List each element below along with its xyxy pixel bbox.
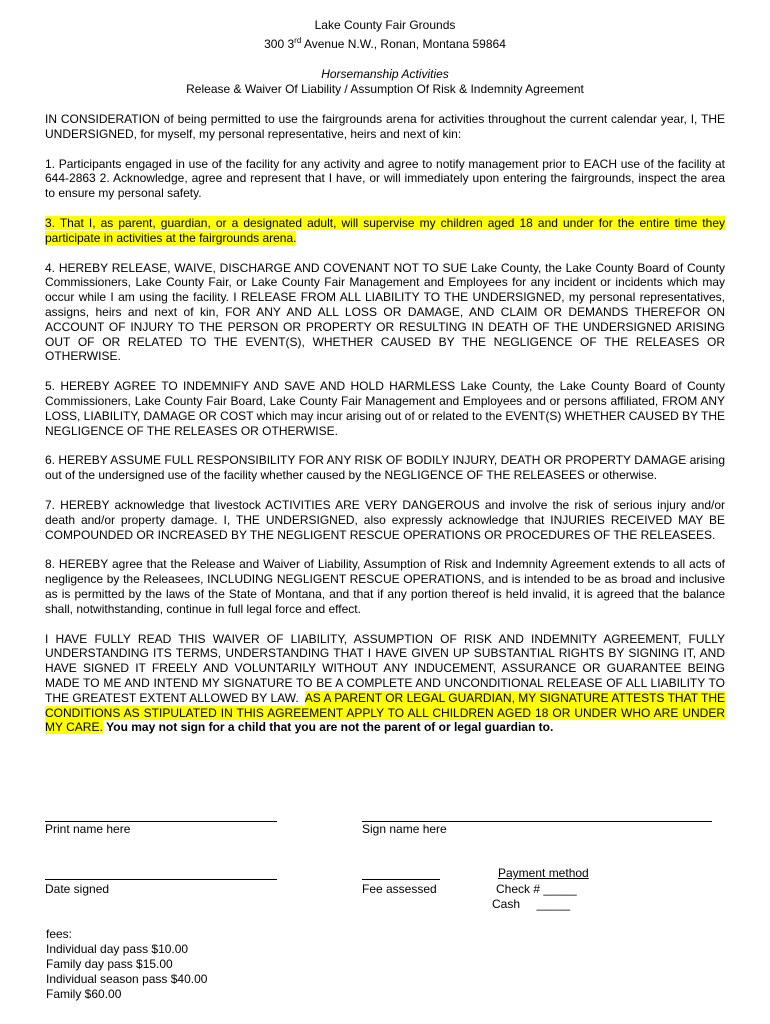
guardian-attestation-highlight: AS A PARENT OR LEGAL GUARDIAN, MY SIGNATURE ATTESTS THAT THE CONDITIONS AS STIPULATED IN THIS AGREEMENT APPLY TO ALL CHILDREN AGED 18 OR UNDER WHO ARE UNDER MY CARE. <box>45 690 725 735</box>
clause-3-highlight: 3. That I, as parent, guardian, or a designated adult, will supervise my children aged 18 and under for the entire time they participate in activities at the fairgrounds arena. <box>45 215 725 245</box>
guardian-warning: You may not sign for a child that you are not the parent of or legal guardian to. <box>106 720 554 735</box>
clause-6: 6. HEREBY ASSUME FULL RESPONSIBILITY FOR ANY RISK OF BODILY INJURY, DEATH OR PROPERTY DAMAGE arising out of the undersigned use of the facility whether caused by the NEGLIGENCE OF THE RELEASEES or otherwise. <box>45 453 725 483</box>
date-signed-line[interactable] <box>45 879 277 880</box>
fee-item: Family day pass $15.00 <box>46 957 173 971</box>
clause-1-2: 1. Participants engaged in use of the facility for any activity and agree to notify management prior to EACH use of the facility at 644-2863 2. Acknowledge, agree and represent that I have, or will immediately upon entering the fairgrounds, inspect the area to ensure my personal safety. <box>45 156 725 201</box>
document-subtitle: Horsemanship Activities <box>321 67 449 81</box>
print-name-label: Print name here <box>45 822 131 836</box>
fee-assessed-label: Fee assessed <box>362 882 437 896</box>
fees-label: fees: <box>46 927 73 941</box>
clause-4: 4. HEREBY RELEASE, WAIVE, DISCHARGE AND COVENANT NOT TO SUE Lake County, the Lake County Board of County Commissioners, Lake County Fair, or Lake County Fair Management and Employees for any incident or incidents which may occur while I am using the facility. I RELEASE FROM ALL LIABILITY TO THE UNDERSIGNED, my personal representatives, assigns, heirs and next of kin, FOR ANY AND ALL LOSS OR DAMAGE, AND CLAIM OR DEMANDS THEREFOR ON ACCOUNT OF INJURY TO THE PERSON OR PROPERTY OR RESULTING IN DEATH OF THE UNDERSIGNED ARISING OUT OF OR RELATED TO THE EVENT(S), WHETHER CAUSED BY THE NEGLIGENCE OF THE RELEASES OR OTHERWISE. <box>45 260 725 364</box>
address-ordinal: rd <box>294 36 302 45</box>
intro-paragraph: IN CONSIDERATION of being permitted to use the fairgrounds arena for activities throughout the current calendar year, I, THE UNDERSIGNED, for myself, my personal representative, heirs and next of kin: <box>45 112 725 141</box>
address-street-number: 300 3 <box>264 37 295 51</box>
fee-assessed-line[interactable] <box>362 879 440 880</box>
cash-field[interactable]: Cash _____ <box>492 897 571 911</box>
fee-item: Individual season pass $40.00 <box>46 972 208 986</box>
fees-list <box>46 927 207 1002</box>
waiver-document <box>45 18 725 735</box>
acknowledgement-paragraph <box>45 632 725 736</box>
clause-5: 5. HEREBY AGREE TO INDEMNIFY AND SAVE AND HOLD HARMLESS Lake County, the Lake County Board of County Commissioners, Lake County Fair Board, Lake County Fair Management and Employees and or persons affiliated, FROM ANY LOSS, LIABILITY, DAMAGE OR COST which may incur arising out of or related to the EVENT(S) WHETHER CAUSED BY THE NEGLIGENCE OF THE RELEASES OR OTHERWISE. <box>45 379 725 438</box>
acknowledgement-text: I HAVE FULLY READ THIS WAIVER OF LIABILITY, ASSUMPTION OF RISK AND INDEMNITY AGREEMENT, FULLY UNDERSTANDING ITS TERMS, UNDERSTANDING THAT I HAVE GIVEN UP SUBSTANTIAL RIGHTS BY SIGNING IT, AND HAVE SIGNED IT FREELY AND VOLUNTARILY WITHOUT ANY INDUCEMENT, ASSURANCE OR GUARANTEE BEING MADE TO ME AND INTEND MY SIGNATURE TO BE A COMPLETE AND UNCONDITIONAL RELEASE OF ALL LIABILITY TO THE GREATEST EXTENT ALLOWED BY LAW. <box>45 631 725 705</box>
org-name: Lake County Fair Grounds <box>314 18 456 32</box>
check-number-field[interactable]: Check # _____ <box>496 882 577 896</box>
address-rest: Avenue N.W., Ronan, Montana 59864 <box>301 37 506 51</box>
address <box>45 33 725 52</box>
fee-item: Individual day pass $10.00 <box>46 942 189 956</box>
clause-7: 7. HEREBY acknowledge that livestock ACTIVITIES ARE VERY DANGEROUS and involve the risk of serious injury and/or death and/or property damage. I, THE UNDERSIGNED, also expressly acknowledge that INJURIES RECEIVED MAY BE COMPOUNDED OR INCREASED BY THE NEGLIGENT RESCUE OPERATIONS OR PROCEDURES OF THE RELEASEES. <box>45 497 725 542</box>
date-signed-label: Date signed <box>45 882 110 896</box>
clause-3 <box>45 216 725 246</box>
payment-method-label: Payment method <box>498 866 589 880</box>
sign-name-label: Sign name here <box>362 822 447 836</box>
fee-item: Family $60.00 <box>46 987 122 1001</box>
clause-8: 8. HEREBY agree that the Release and Waiver of Liability, Assumption of Risk and Indemnity Agreement extends to all acts of negligence by the Releasees, INCLUDING NEGLIGENT RESCUE OPERATIONS, and is intended to be as broad and inclusive as is permitted by the laws of the State of Montana, and that if any portion thereof is held invalid, it is agreed that the balance shall, notwithstanding, continue in full legal force and effect. <box>45 557 725 616</box>
document-title: Release & Waiver Of Liability / Assumption Of Risk & Indemnity Agreement <box>186 82 584 96</box>
